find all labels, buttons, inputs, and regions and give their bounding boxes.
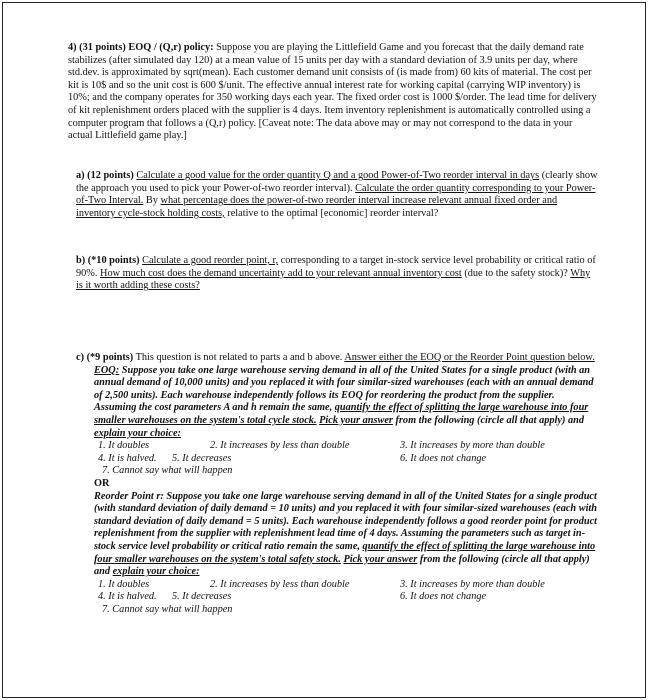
reorder-pick: Pick your answer (343, 553, 418, 565)
eoq-choice-6[interactable]: 6. It does not change (400, 452, 487, 464)
part-a-task-2: Calculate the order quantity corresponding to your Power-of-Two Interval. (76, 182, 596, 207)
part-a-text-1: (clearly show the approach you used to pick your Power-of-two reorder interval). (76, 170, 598, 194)
question-number: 4) (68, 42, 77, 53)
part-a (76, 170, 598, 220)
question-heading: (31 points) EOQ / (Q,r) policy: (79, 42, 214, 53)
eoq-section (94, 365, 598, 441)
part-b (76, 255, 598, 293)
part-c-text: This question is not related to parts a and b above. (135, 352, 343, 363)
part-b-points: (*10 points) (87, 255, 140, 266)
eoq-choice-7[interactable]: 7. Cannot say what will happen (102, 465, 233, 477)
reorder-choice-5[interactable]: 5. It decreases (172, 591, 232, 603)
reorder-choices (98, 579, 598, 617)
reorder-choice-1[interactable]: 1. It doubles (98, 578, 150, 590)
eoq-pick: Pick your answer (319, 414, 393, 426)
part-b-task-1: Calculate a good reorder point, r, (142, 255, 279, 266)
eoq-choice-2[interactable]: 2. It increases by less than double (210, 440, 350, 452)
reorder-choice-2[interactable]: 2. It increases by less than double (210, 578, 350, 590)
reorder-task: quantify the effect of splitting the large warehouse into four smaller warehouses on the system's total safety stock. (94, 540, 596, 565)
reorder-circle: from the following (circle all that apply) and (94, 553, 590, 578)
reorder-choice-4[interactable]: 4. It is halved. (98, 591, 157, 603)
reorder-section (94, 491, 598, 579)
eoq-choice-1[interactable]: 1. It doubles (98, 440, 150, 452)
eoq-task: quantify the effect of splitting the large warehouse into four smaller warehouses on the system's total cycle stock. (94, 402, 589, 426)
eoq-choice-3[interactable]: 3. It increases by more than double (400, 440, 545, 452)
part-a-task-1: Calculate a good value for the order quantity Q and a good Power-of-Two reorder interval in days (136, 170, 540, 181)
part-a-text-3: relative to the optimal [economic] reorder interval? (227, 207, 439, 219)
part-a-text-2: By (145, 195, 158, 207)
eoq-choice-4[interactable]: 4. It is halved. (98, 452, 157, 464)
eoq-choices (98, 440, 598, 478)
part-b-label: b) (76, 255, 86, 266)
reorder-choice-7[interactable]: 7. Cannot say what will happen (102, 603, 233, 615)
part-a-task-3: what percentage does the power-of-two reorder interval increase relevant annual fixed order and inventory cycle-stock holding costs, (76, 195, 558, 219)
reorder-body: Suppose you take one large warehouse serving demand in all of the United States for a single product (with standard deviation of daily demand = 10 units) and you replaced it with four similar-sized warehouses (each with standard deviation of daily demand = 5 units). Each warehouse independently follows a good reorder point for product replenishment from the supplier with replenishment lead time of 4 days. Assuming the parameters such as target in-stock service level probability or critical ratio remain the same, (94, 490, 598, 552)
part-b-task-2: How much cost does the demand uncertainty add to your relevant annual inventory cost (100, 267, 462, 279)
eoq-explain: explain your choice: (94, 427, 181, 439)
part-c-instruction: Answer either the EOQ or the Reorder Point question below. (344, 352, 595, 363)
part-c-points: (*9 points) (86, 352, 134, 363)
part-b-text-1: corresponding to a target in-stock service level probability or critical ratio of 90%. (76, 255, 596, 279)
part-a-label: a) (76, 170, 85, 181)
eoq-body: Suppose you take one large warehouse serving demand in all of the United States for a single product (with an annual demand of 10,000 units) and you replaced it with four similar-sized warehouses (each with an annual demand of 2,500 units). Each warehouse independently follows its EOQ for reordering the product from the supplier. Assuming the cost parameters A and h remain the same, (94, 364, 594, 414)
reorder-explain: explain your choice: (112, 566, 200, 578)
part-c-label: c) (76, 352, 84, 363)
or-separator: OR (94, 477, 110, 489)
reorder-heading: Reorder Point r: (94, 490, 164, 502)
reorder-choice-6[interactable]: 6. It does not change (400, 591, 487, 603)
part-b-task-3: Why is it worth adding these costs? (76, 267, 591, 292)
question-body: Suppose you are playing the Littlefield Game and you forecast that the daily demand rate stabilizes (after simulated day 120) at a mean value of 15 units per day with a standard deviation of 3.9 units per day, where std.dev. is approximated by sqrt(mean). Each customer demand unit consists of (is made from) 60 kits of material. The cost per kit is 10$ and so the unit cost is 600 $/unit. The effective annual interest rate for working capital (carrying WIP inventory) is 10%; and the company operates for 350 working days each year. The fixed order cost is 1000 $/order. The lead time for delivery of kit replenishment orders placed with the supplier is 4 days. Item inventory replenishment is automatically controlled using a computer program that follows a (Q,r) policy. [Caveat note: The data above may or may not correspond to the data in your actual Littlefield game play.] (68, 42, 597, 142)
eoq-heading: EOQ: (94, 364, 120, 376)
part-b-text-2: (due to the safety stock)? (464, 267, 568, 279)
question-4 (68, 42, 598, 143)
part-a-points: (12 points) (87, 170, 134, 181)
eoq-circle: from the following (circle all that apply) and (395, 414, 584, 426)
part-c (76, 352, 598, 616)
reorder-choice-3[interactable]: 3. It increases by more than double (400, 578, 545, 590)
eoq-choice-5[interactable]: 5. It decreases (172, 452, 232, 464)
